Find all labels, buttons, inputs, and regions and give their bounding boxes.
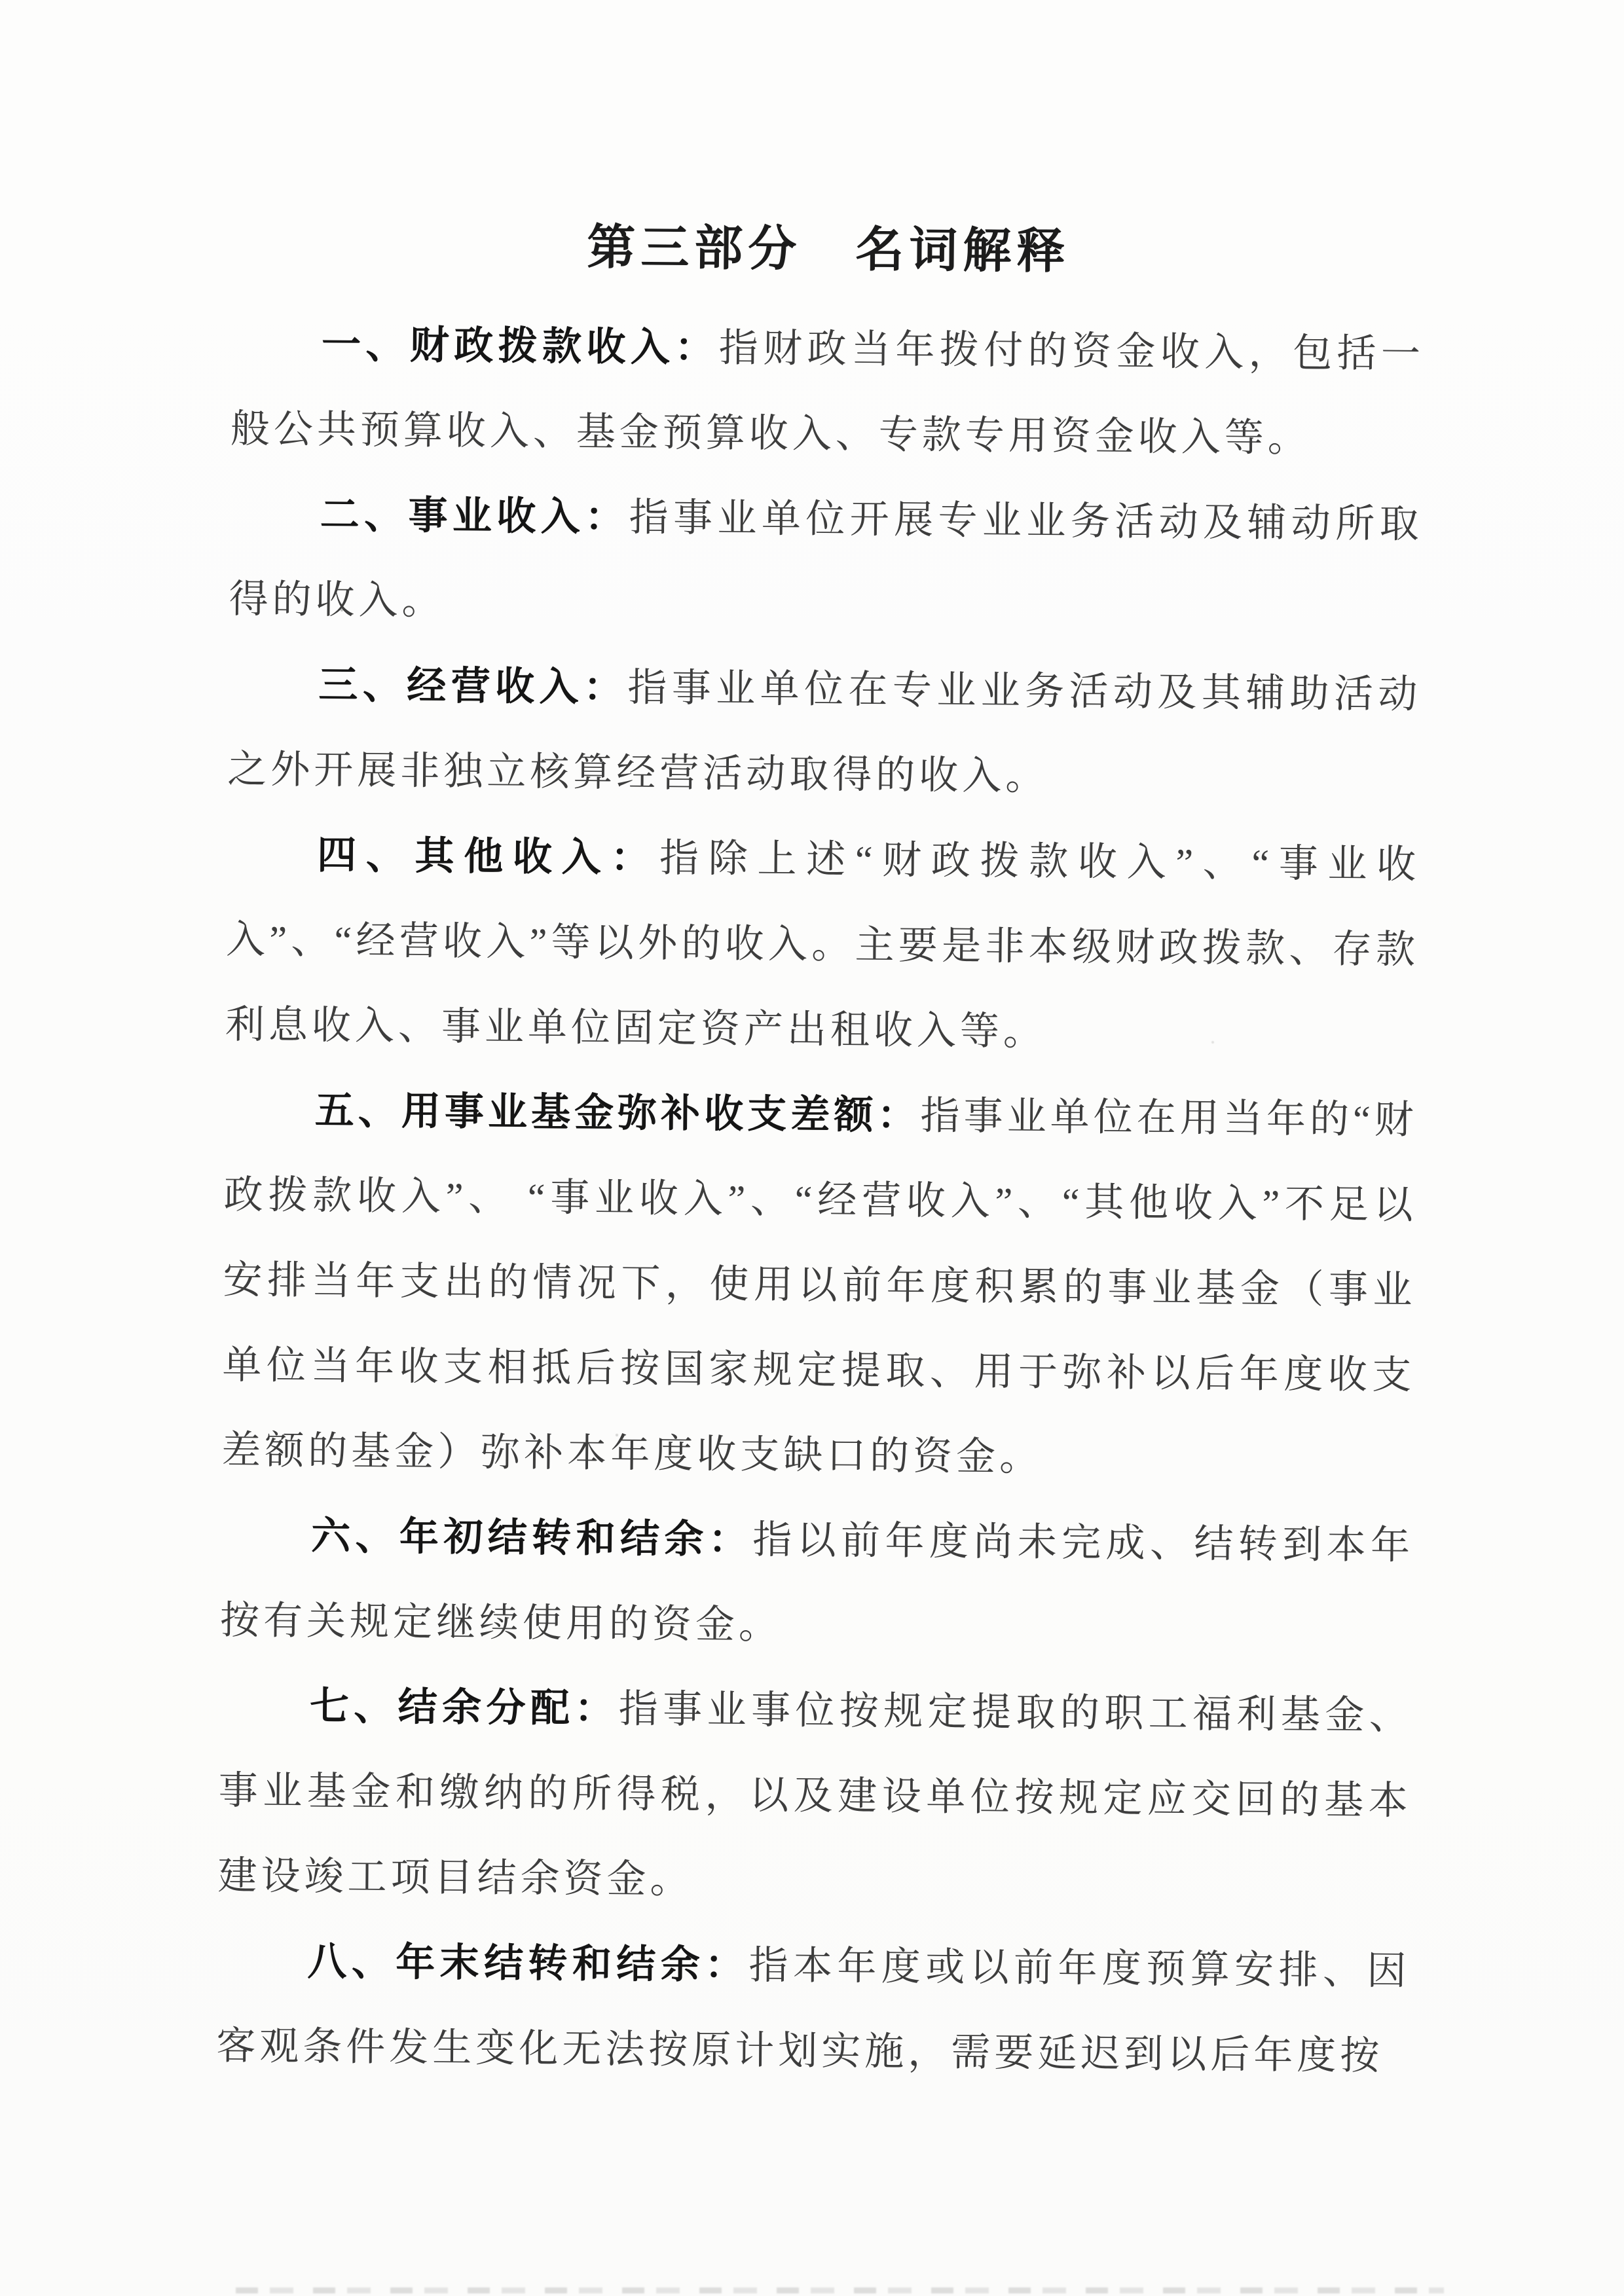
term-label: 四、其他收入： (316, 832, 660, 881)
term-definition: 指事业单位在用当年的“财政拨款收入”、 “事业收入”、“经营收入”、“其他收入”不足以安排当年支出的情况下，使用以前年度积累的事业基金（事业单位当年收支相抵后按国家规定提取、用于弥补以后年度收支差额的基金）弥补本年度收支缺口的资金。 (221, 1094, 1418, 1479)
term-definition: 指本年度或以前年度预算安排、因客观条件发生变化无法按原计划实施，需要延迟到以后年度按 (216, 1943, 1411, 2078)
term-definition: 指除上述“财政拨款收入”、“事业收入”、“经营收入”等以外的收入。主要是非本级财政拨款、存款利息收入、事业单位固定资产出租收入等。 (225, 836, 1420, 1053)
term-definition: 指事业事位按规定提取的职工福利基金、事业基金和缴纳的所得税，以及建设单位按规定应交回的基本建设竣工项目结余资金。 (217, 1687, 1413, 1902)
scan-speck (341, 609, 343, 611)
definition-paragraph-5 (221, 1067, 1418, 1503)
definition-paragraph-1 (230, 301, 1424, 482)
term-label: 三、经营收入： (318, 662, 628, 711)
term-label: 一、财政拨款收入： (321, 321, 720, 371)
term-definition: 指事业单位开展专业业务活动及辅动所取得的收入。 (229, 496, 1423, 623)
term-label: 八、年末结转和结余： (307, 1939, 749, 1988)
term-definition: 指以前年度尚未完成、结转到本年按有关规定继续使用的资金。 (219, 1518, 1414, 1647)
term-label: 五、用事业基金弥补收支差额： (314, 1087, 921, 1139)
term-definition: 指事业单位在专业业务活动及其辅助活动之外开展非独立核算经营活动取得的收入。 (227, 666, 1422, 798)
page-title: 第三部分 名词解释 (586, 219, 1071, 280)
term-definition: 指财政当年拨付的资金收入，包括一般公共预算收入、基金预算收入、专款专用资金收入等。 (230, 326, 1425, 460)
term-label: 六、年初结转和结余： (310, 1513, 753, 1563)
definition-paragraph-8 (216, 1918, 1411, 2099)
definition-paragraph-7 (217, 1663, 1412, 1929)
definition-paragraph-2 (229, 471, 1423, 652)
document-content (216, 195, 1426, 2099)
definition-paragraph-4 (225, 812, 1420, 1078)
term-label: 七、结余分配： (309, 1683, 619, 1732)
definition-paragraph-3 (227, 642, 1422, 822)
cut-off-next-line (236, 2287, 1444, 2293)
definition-paragraph-6 (219, 1493, 1414, 1673)
term-label: 二、事业收入： (320, 492, 629, 541)
